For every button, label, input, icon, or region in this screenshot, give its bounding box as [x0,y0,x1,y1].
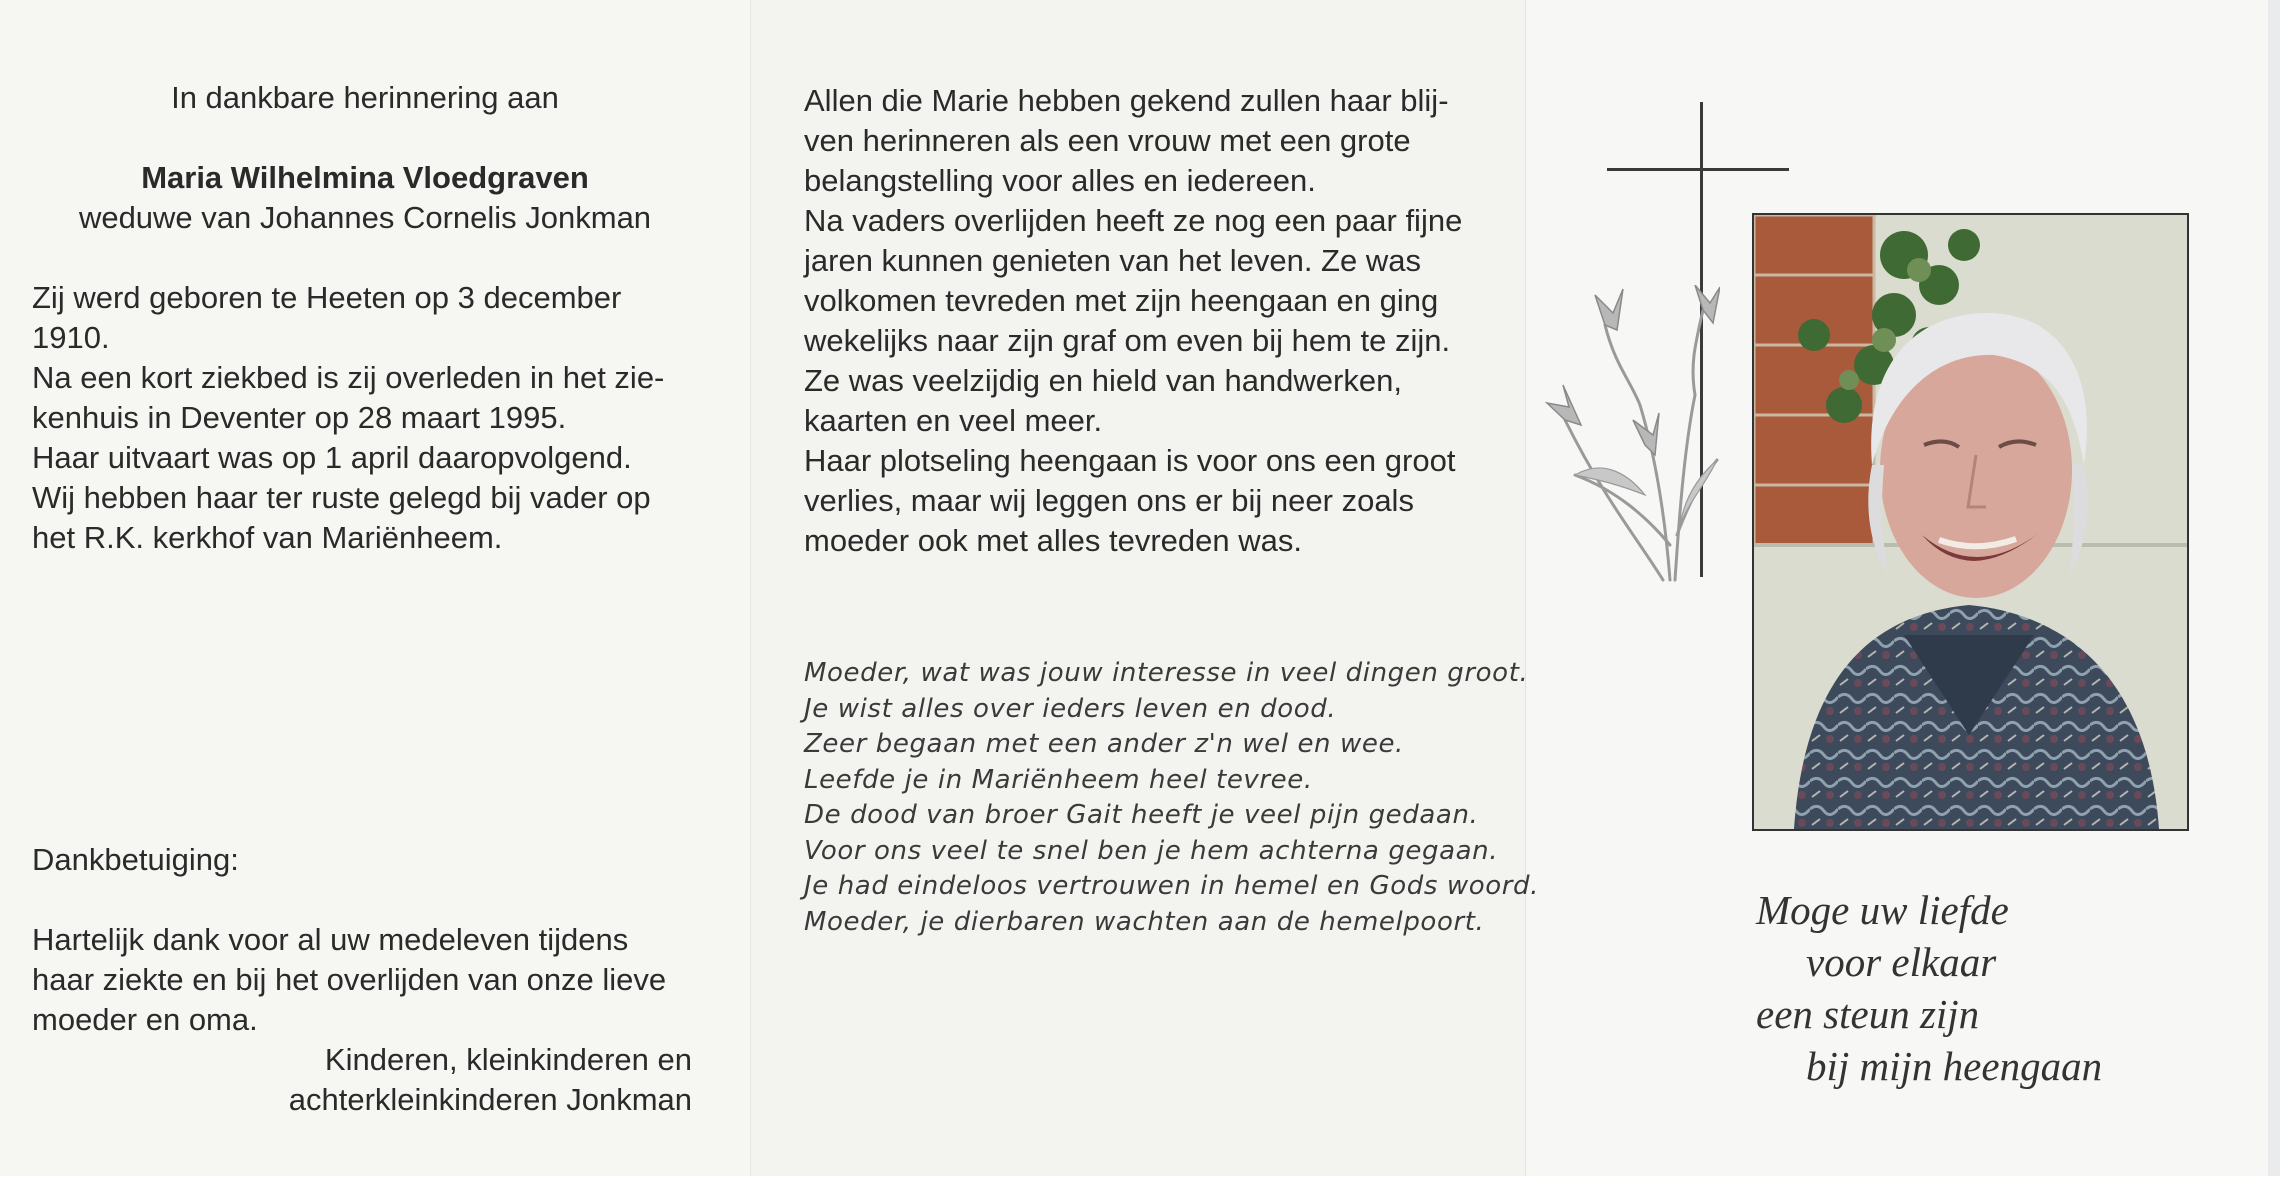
verse-line: bij mijn heengaan [1806,1043,2103,1089]
poem-line: Je had eindeloos vertrouwen in hemel en Gods woord. [804,871,1539,901]
intro-text: In dankbare herinnering aan [171,80,559,115]
verse-line: een steun zijn [1756,991,1980,1037]
poem-line: De dood van broer Gait heeft je veel pijn gedaan. [804,800,1479,830]
bio-line: Zij werd geboren te Heeten op 3 december [32,280,622,315]
biography [32,278,664,558]
signature [200,1040,692,1120]
poem-line: Moeder, je dierbaren wachten aan de hemelpoort. [804,906,1485,937]
poem [804,656,1539,940]
signature-line: achterkleinkinderen Jonkman [288,1082,692,1117]
bio-line: kenhuis in Deventer op 28 maart 1995. [32,400,567,435]
poem-line: Zeer begaan met een ander z'n wel en wee. [804,729,1404,759]
story-line: belangstelling voor alles en iedereen. [804,163,1316,198]
thanks-line: haar ziekte en bij het overlijden van onze lieve [32,962,667,997]
bio-line: 1910. [32,320,110,355]
thanks-line: moeder en oma. [32,1002,258,1037]
poem-line: Voor ons veel te snel ben je hem achterna gegaan. [804,835,1499,866]
thanks-line: Hartelijk dank voor al uw medeleven tijdens [32,922,629,957]
bio-line: Wij hebben haar ter ruste gelegd bij vader op [32,480,651,515]
lily-flower-icon [1545,285,1720,585]
story-text [804,81,1462,561]
story-line: Haar plotseling heengaan is voor ons een groot [804,443,1456,478]
verse-line: voor elkaar [1806,939,1997,985]
card-edge [2268,0,2280,1176]
story-line: ven herinneren als een vrouw met een grote [804,123,1411,158]
story-line: jaren kunnen genieten van het leven. Ze was [804,243,1421,278]
portrait-photo [1752,213,2189,831]
bio-line: Na een kort ziekbed is zij overleden in het zie- [32,360,665,395]
signature-line: Kinderen, kleinkinderen en [324,1042,692,1077]
story-line: moeder ook met alles tevreden was. [804,523,1302,558]
thanks-heading: Dankbetuiging: [32,842,239,877]
card-bottom-edge [0,1176,2280,1200]
bio-line: Haar uitvaart was op 1 april daaropvolgend. [32,440,632,475]
poem-line: Je wist alles over ieders leven en dood. [804,693,1337,724]
poem-line: Moeder, wat was jouw interesse in veel dingen groot. [804,658,1529,688]
story-line: verlies, maar wij leggen ons er bij neer zoals [804,483,1414,518]
story-line: volkomen tevreden met zijn heengaan en ging [804,283,1439,318]
story-line: Ze was veelzijdig en hield van handwerken, [804,363,1402,398]
bio-line: het R.K. kerkhof van Mariënheem. [32,520,503,555]
story-line: kaarten en veel meer. [804,403,1103,438]
cross-bar [1607,168,1789,171]
thanks-text [32,920,666,1040]
story-line: Na vaders overlijden heeft ze nog een paar fijne [804,203,1463,238]
story-line: wekelijks naar zijn graf om even bij hem te zijn. [804,323,1451,358]
verse-line: Moge uw liefde [1756,887,2009,933]
story-line: Allen die Marie hebben gekend zullen haar blij- [804,83,1449,118]
verse [1756,884,2102,1092]
deceased-name: Maria Wilhelmina Vloedgraven [141,160,589,195]
poem-line: Leefde je in Mariënheem heel tevree. [804,764,1313,795]
widow-of-text: weduwe van Johannes Cornelis Jonkman [78,200,652,235]
